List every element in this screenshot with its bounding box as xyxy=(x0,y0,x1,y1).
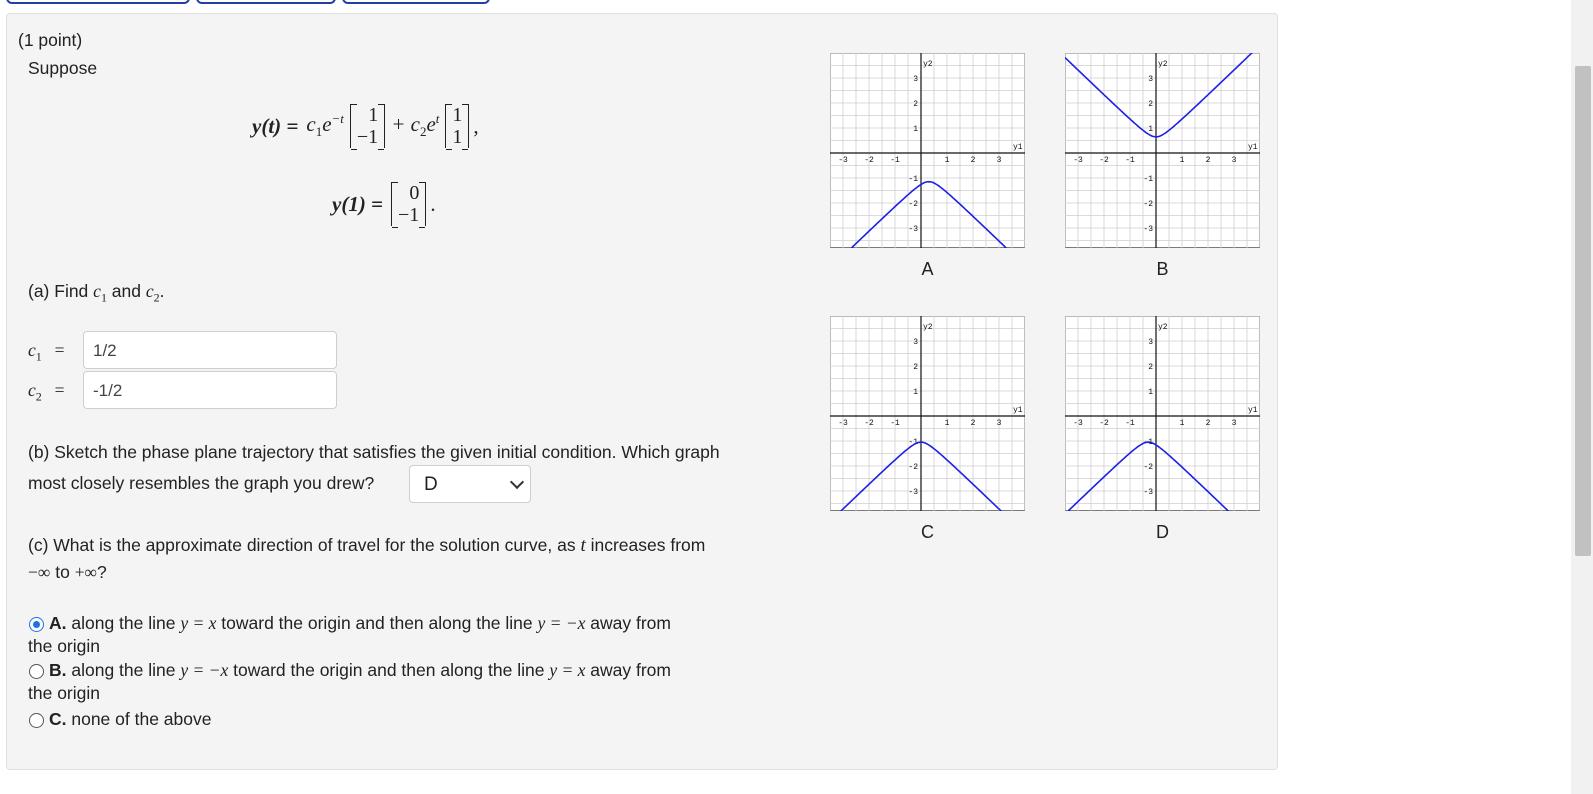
equation-solution xyxy=(252,96,479,156)
option-b-text[interactable]: B. along the line y = −x toward the origin and then along the line y = x away from xyxy=(49,660,671,680)
y-tick-label: 3 xyxy=(913,75,918,84)
x-tick-label: -1 xyxy=(1125,156,1135,165)
graph-d-label: D xyxy=(1156,522,1169,542)
option-c-text[interactable]: C. none of the above xyxy=(49,709,212,729)
y-tick-label: 1 xyxy=(1148,125,1153,134)
x-axis-label: y1 xyxy=(1013,143,1023,152)
option-b-line2: the origin xyxy=(28,683,100,703)
y-tick-label: 2 xyxy=(1148,100,1153,109)
part-c-line2: −∞ to +∞? xyxy=(28,562,107,582)
page-scrollbar[interactable] xyxy=(1571,0,1593,794)
x-tick-label: 3 xyxy=(1231,156,1237,165)
eq2-period: . xyxy=(430,191,436,216)
x-tick-label: 2 xyxy=(1205,156,1211,165)
eq1-coef2: + $c_2e^t$ xyxy=(391,111,440,140)
part-a-prompt: (a) Find $c_1$ and $c_2$. xyxy=(28,281,165,305)
x-axis-label: y1 xyxy=(1248,143,1258,152)
y-tick-label: -2 xyxy=(908,463,918,472)
graph-a-label: A xyxy=(921,259,934,279)
y-axis-label: y2 xyxy=(1158,60,1168,69)
part-b-line2: most closely resembles the graph you drew? xyxy=(28,473,375,493)
x-tick-label: 1 xyxy=(1179,419,1185,428)
y-tick-label: -2 xyxy=(1143,463,1153,472)
x-tick-label: 3 xyxy=(1231,419,1237,428)
y-tick-label: -1 xyxy=(1143,175,1153,184)
c2-label: $c_2$ = xyxy=(28,380,65,404)
scrollbar-thumb[interactable] xyxy=(1575,66,1591,556)
x-axis-label: y1 xyxy=(1013,406,1023,415)
y-tick-label: 3 xyxy=(1148,75,1153,84)
y-tick-label: 3 xyxy=(913,338,918,347)
y-tick-label: 1 xyxy=(1148,388,1153,397)
x-tick-label: 1 xyxy=(944,419,950,428)
x-tick-label: 2 xyxy=(970,156,976,165)
eq2-lhs: y(1) = xyxy=(332,191,384,216)
graph-c-label: C xyxy=(921,522,934,542)
y-tick-label: 1 xyxy=(913,125,918,134)
option-c-radio[interactable] xyxy=(29,713,44,728)
plot-frame xyxy=(830,53,1025,248)
graph-a xyxy=(830,53,1025,248)
y-tick-label: -1 xyxy=(1143,438,1153,447)
y-tick-label: -3 xyxy=(1143,225,1153,234)
graph-b xyxy=(1065,53,1260,248)
suppose-text: Suppose xyxy=(28,58,98,78)
c2-input[interactable]: -1/2 xyxy=(83,371,337,409)
c1-input[interactable]: 1/2 xyxy=(83,331,337,369)
x-tick-label: -3 xyxy=(1073,419,1083,428)
y-axis-label: y2 xyxy=(923,323,933,332)
y-tick-label: 2 xyxy=(913,100,918,109)
x-tick-label: 3 xyxy=(996,419,1002,428)
graph-d xyxy=(1065,316,1260,511)
y-tick-label: 3 xyxy=(1148,338,1153,347)
c1-label: $c_1$ = xyxy=(28,340,65,364)
y-tick-label: -3 xyxy=(908,225,918,234)
eq1-coef1: $c_1e^{-t}$ xyxy=(306,111,344,140)
y-axis-label: y2 xyxy=(923,60,933,69)
y-tick-label: -1 xyxy=(908,175,918,184)
y-tick-label: -2 xyxy=(908,200,918,209)
plot-frame xyxy=(1065,316,1260,511)
y-tick-label: 1 xyxy=(913,388,918,397)
point-value: (1 point) xyxy=(18,30,83,50)
x-tick-label: -3 xyxy=(838,156,848,165)
x-axis-label: y1 xyxy=(1248,406,1258,415)
x-tick-label: -3 xyxy=(1073,156,1083,165)
graph-select[interactable] xyxy=(409,465,531,503)
top-tab-2[interactable] xyxy=(196,0,336,4)
x-tick-label: -2 xyxy=(864,156,874,165)
x-tick-label: -1 xyxy=(1125,419,1135,428)
x-tick-label: -2 xyxy=(1099,156,1109,165)
equation-initial-condition xyxy=(332,174,436,234)
x-tick-label: -2 xyxy=(1099,419,1109,428)
option-b-radio[interactable] xyxy=(29,664,44,679)
option-a-radio[interactable] xyxy=(29,617,44,632)
part-c-line1: (c) What is the approximate direction of travel for the solution curve, as t increases from xyxy=(28,535,706,556)
x-tick-label: 3 xyxy=(996,156,1002,165)
graph-select-value: D xyxy=(424,474,438,495)
y-tick-label: -1 xyxy=(908,438,918,447)
eq1-vector1: 1 −1 xyxy=(350,104,385,148)
eq1-comma: , xyxy=(473,113,479,138)
y-tick-label: 2 xyxy=(913,363,918,372)
option-a-text[interactable]: A. along the line y = x toward the origin and then along the line y = −x away from xyxy=(49,613,671,633)
x-tick-label: -2 xyxy=(864,419,874,428)
graph-b-label: B xyxy=(1156,259,1169,279)
x-tick-label: -1 xyxy=(890,419,900,428)
x-tick-label: 2 xyxy=(970,419,976,428)
x-tick-label: 1 xyxy=(1179,156,1185,165)
y-axis-label: y2 xyxy=(1158,323,1168,332)
part-b-line1: (b) Sketch the phase plane trajectory that satisfies the given initial condition. Which graph xyxy=(28,442,720,462)
eq1-lhs: y(t) = xyxy=(252,113,299,138)
eq1-vector2: 1 1 xyxy=(445,104,469,148)
top-tab-1[interactable] xyxy=(6,0,190,4)
eq2-vector: 0 −1 xyxy=(391,182,426,226)
y-tick-label: -2 xyxy=(1143,200,1153,209)
x-tick-label: -1 xyxy=(890,156,900,165)
top-tab-3[interactable] xyxy=(342,0,490,4)
y-tick-label: 2 xyxy=(1148,363,1153,372)
option-a-line2: the origin xyxy=(28,636,100,656)
y-tick-label: -3 xyxy=(1143,488,1153,497)
plot-frame xyxy=(830,316,1025,511)
x-tick-label: -3 xyxy=(838,419,848,428)
x-tick-label: 2 xyxy=(1205,419,1211,428)
chevron-down-icon xyxy=(510,475,524,489)
graph-c xyxy=(830,316,1025,511)
y-tick-label: -3 xyxy=(908,488,918,497)
plot-frame xyxy=(1065,53,1260,248)
x-tick-label: 1 xyxy=(944,156,950,165)
